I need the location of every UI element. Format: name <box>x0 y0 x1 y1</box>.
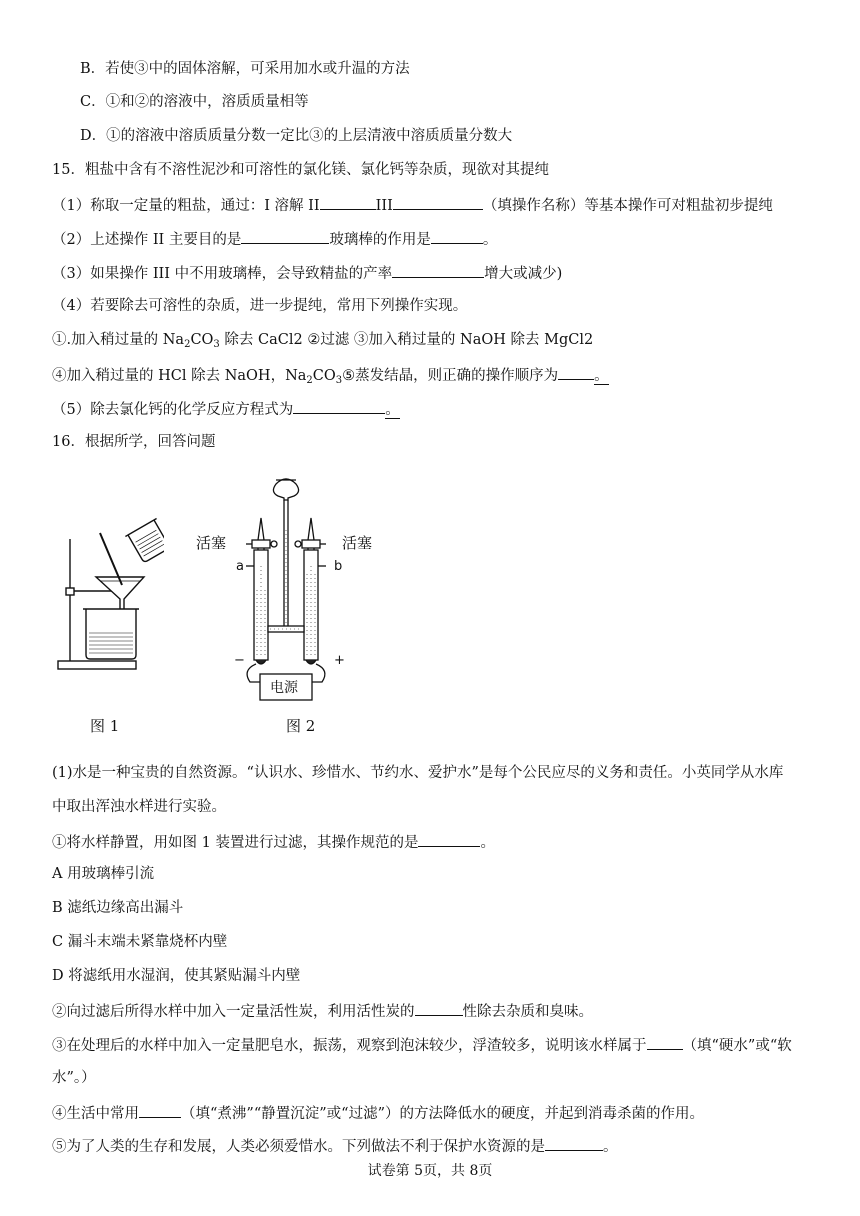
q15-step1-text-a: ①.加入稍过量的 Na <box>52 332 185 348</box>
answer-blank[interactable] <box>418 831 480 847</box>
power-supply-label: 电源 <box>270 680 298 696</box>
stopcock-left-label: 活塞 <box>196 534 227 552</box>
answer-blank[interactable] <box>431 228 483 244</box>
tube-b-label: b <box>334 559 343 574</box>
electrode-negative <box>256 660 266 664</box>
stopcock-right-label: 活塞 <box>342 534 373 552</box>
receiving-beaker <box>86 609 136 659</box>
q16-sub3-text-a: ③在处理后的水样中加入一定量肥皂水，振荡，观察到泡沫较少，浮渣较多，说明该水样属于 <box>52 1038 647 1054</box>
q15-part5-text-a: （5）除去氯化钙的化学反应方程式为 <box>52 402 294 418</box>
q16-sub5 <box>52 1135 618 1157</box>
q16-stem: 16．根据所学，回答问题 <box>52 434 216 450</box>
option-d: D．①的溶液中溶质质量分数一定比③的上层清液中溶质质量分数大 <box>80 128 513 144</box>
answer-blank[interactable] <box>320 194 376 210</box>
answer-blank[interactable] <box>393 194 483 210</box>
answer-blank[interactable] <box>545 1135 603 1151</box>
answer-blank[interactable] <box>139 1102 181 1118</box>
q16-sub2-text-b: 性除去杂质和臭味。 <box>462 1004 593 1020</box>
q16-intro-line2: 中取出浑浊水样进行实验。 <box>52 799 226 815</box>
figure-2-caption: 图 2 <box>286 717 316 735</box>
reservoir-bulb <box>273 479 298 500</box>
q15-step1: ①.加入稍过量的 $Na_2CO_3$ 除去 CaCl2 ②过滤 ③加入稍过量的 NaOH 除去 MgCl2 <box>52 332 594 350</box>
answer-blank[interactable] <box>415 1000 463 1016</box>
q15-part1 <box>52 194 773 216</box>
q15-step4-text-b: CO <box>312 368 336 384</box>
q15-part3-text-b: 增大或减少) <box>484 266 563 282</box>
answer-blank[interactable] <box>241 228 329 244</box>
q16-sub4 <box>52 1102 704 1124</box>
q16-option-d: D 将滤纸用水湿润，使其紧贴漏斗内壁 <box>52 968 301 984</box>
q15-stem: 15．粗盐中含有不溶性泥沙和可溶性的氯化镁、氯化钙等杂质，现欲对其提纯 <box>52 162 549 178</box>
answer-blank[interactable] <box>558 364 594 380</box>
q16-sub2-text-a: ②向过滤后所得水样中加入一定量活性炭，利用活性炭的 <box>52 1004 415 1020</box>
electrode-positive <box>306 660 316 664</box>
q16-option-c: C 漏斗末端未紧靠烧杯内壁 <box>52 934 228 950</box>
stopcock-right <box>295 540 326 548</box>
q15-part2-text-c: 。 <box>482 232 498 248</box>
pouring-beaker <box>125 519 164 565</box>
answer-blank[interactable] <box>647 1034 683 1050</box>
q15-part2-text-a: （2）上述操作 II 主要目的是 <box>52 232 242 248</box>
q15-part3-text-a: （3）如果操作 III 中不用玻璃棒，会导致精盐的产率 <box>52 266 393 282</box>
answer-blank[interactable] <box>392 262 484 278</box>
q15-part1-text-a: （1）称取一定量的粗盐，通过：I 溶解 II <box>52 198 320 214</box>
q15-step4-text-a: ④加入稍过量的 HCl 除去 NaOH，Na <box>52 368 307 384</box>
q15-part4: （4）若要除去可溶性的杂质，进一步提纯，常用下列操作实现。 <box>52 298 468 314</box>
positive-terminal-label: + <box>334 653 345 668</box>
electrolysis-apparatus-figure <box>190 470 390 732</box>
negative-terminal-label: − <box>234 653 245 668</box>
tube-a-label: a <box>236 559 244 574</box>
q16-sub3 <box>52 1034 792 1056</box>
q16-sub5-text-a: ⑤为了人类的生存和发展，人类必须爱惜水。下列做法不利于保护水资源的是 <box>52 1139 545 1155</box>
q15-part1-text-b: III <box>375 198 393 214</box>
q15-step4-text-d: 。 <box>594 368 609 384</box>
q15-part1-text-c: （填操作名称）等基本操作可对粗盐初步提纯 <box>482 198 773 214</box>
q16-sub1 <box>52 831 495 853</box>
q16-sub3-text-b: （填“硬水”或“软 <box>682 1038 792 1054</box>
q16-sub4-text-a: ④生活中常用 <box>52 1106 139 1122</box>
q15-step1-text-b: CO <box>190 332 214 348</box>
q15-part5-text-b: 。 <box>385 402 400 418</box>
q16-sub1-end: 。 <box>480 835 495 851</box>
figure-1-caption: 图 1 <box>90 717 120 735</box>
q16-sub2 <box>52 1000 593 1022</box>
q16-sub4-text-b: （填“煮沸”“静置沉淀”或“过滤”）的方法降低水的硬度，并起到消毒杀菌的作用。 <box>181 1106 704 1122</box>
q15-step1-text-c: 除去 CaCl2 ②过滤 ③加入稍过量的 NaOH 除去 MgCl2 <box>219 332 594 348</box>
stand-base <box>58 661 136 669</box>
q15-step4: ④加入稍过量的 HCl 除去 NaOH，$Na_2CO_3⑤$蒸发结晶，则正确的操作顺序为 。 <box>52 364 609 386</box>
q16-option-b: B 滤纸边缘高出漏斗 <box>52 900 184 916</box>
option-b: B．若使③中的固体溶解，可采用加水或升温的方法 <box>80 61 410 77</box>
page-footer: 试卷第 5页，共 8页 <box>367 1163 493 1179</box>
filtration-apparatus-figure <box>52 473 164 715</box>
q16-option-a: A 用玻璃棒引流 <box>52 866 155 882</box>
stopcock-left <box>246 540 277 548</box>
q15-part3 <box>52 262 562 284</box>
answer-blank[interactable] <box>293 398 385 414</box>
q16-intro-line1: (1)水是一种宝贵的自然资源。“认识水、珍惜水、节约水、爱护水”是每个公民应尽的义务和责任。小英同学从水库 <box>52 765 784 781</box>
q16-sub1-text: ①将水样静置，用如图 1 装置进行过滤，其操作规范的是 <box>52 835 419 851</box>
q16-sub5-text-b: 。 <box>603 1139 618 1155</box>
option-c: C．①和②的溶液中，溶质质量相等 <box>80 94 309 110</box>
q15-part5 <box>52 398 400 420</box>
q16-sub3-cont: 水”。） <box>52 1070 96 1086</box>
q15-part2-text-b: 玻璃棒的作用是 <box>329 232 431 248</box>
q15-part2 <box>52 228 497 250</box>
q15-step4-text-c: ⑤蒸发结晶，则正确的操作顺序为 <box>342 368 559 384</box>
